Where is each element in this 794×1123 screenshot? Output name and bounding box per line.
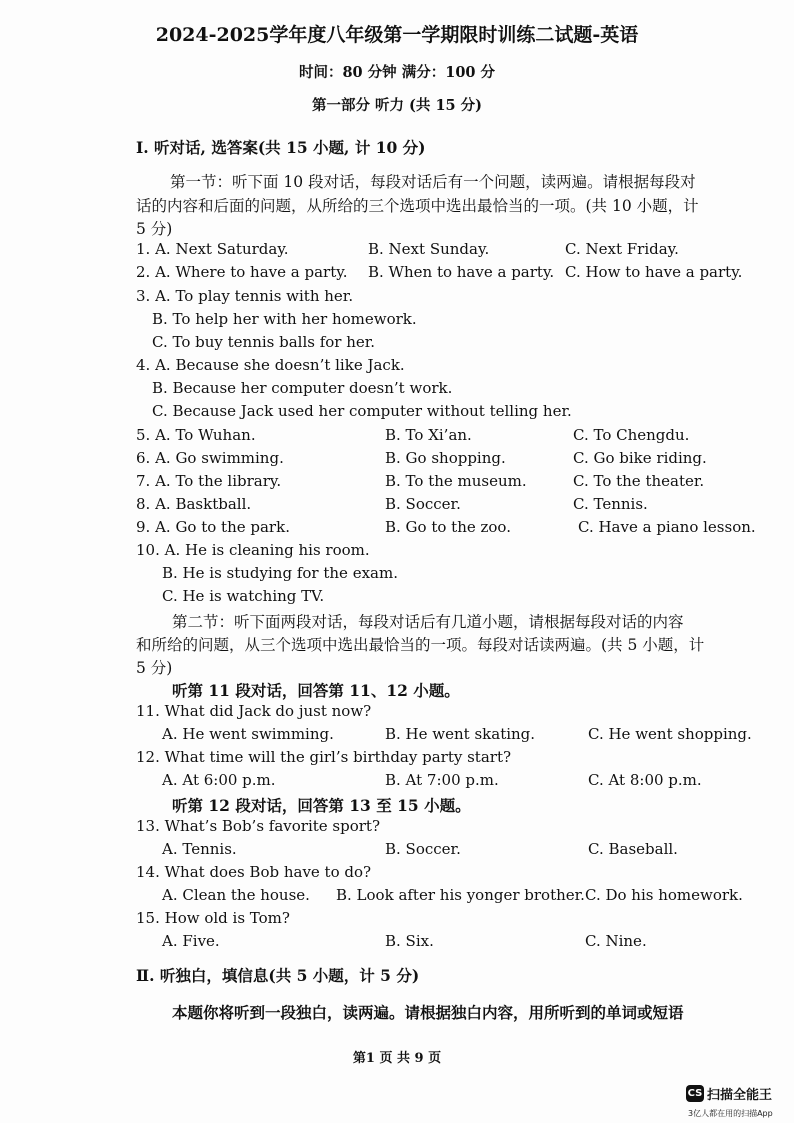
time-score-line: 时间：80 分钟 满分：100 分 bbox=[298, 64, 496, 81]
q10-option-c: C. He is watching TV. bbox=[162, 587, 325, 605]
section-1-part2-intro-line: 5 分) bbox=[136, 659, 173, 677]
q11-option-c: C. He went shopping. bbox=[588, 725, 752, 743]
q4-option-c: C. Because Jack used her computer without telling her. bbox=[152, 402, 572, 420]
q3-option-b: B. To help her with her homework. bbox=[152, 310, 417, 328]
page-title: 2024-2025学年度八年级第一学期限时训练二试题-英语 bbox=[155, 24, 639, 46]
q12-option-c: C. At 8:00 p.m. bbox=[588, 771, 702, 789]
watermark-name: 扫描全能王 bbox=[707, 1088, 773, 1103]
q5-option-c: C. To Chengdu. bbox=[573, 426, 690, 444]
q8-option-a: 8. A. Basktball. bbox=[136, 495, 252, 513]
q14-option-b: B. Look after his yonger brother. bbox=[336, 886, 585, 904]
q12-question: 12. What time will the girl’s birthday party start? bbox=[136, 748, 512, 766]
q1-option-a: 1. A. Next Saturday. bbox=[136, 240, 289, 258]
q13-option-a: A. Tennis. bbox=[162, 840, 237, 858]
q13-option-c: C. Baseball. bbox=[588, 840, 678, 858]
q4-option-a: 4. A. Because she doesn’t like Jack. bbox=[136, 356, 405, 374]
section-1-intro-line: 话的内容和后面的问题，从所给的三个选项中选出最恰当的一项。(共 10 小题，计 bbox=[136, 197, 699, 215]
q12-option-b: B. At 7:00 p.m. bbox=[385, 771, 499, 789]
section-1-part2-intro-line: 和所给的问题，从三个选项中选出最恰当的一项。每段对话读两遍。(共 5 小题，计 bbox=[136, 636, 705, 654]
q15-option-b: B. Six. bbox=[385, 932, 434, 950]
camscanner-logo-icon: CS bbox=[686, 1085, 704, 1102]
q14-question: 14. What does Bob have to do? bbox=[136, 863, 372, 881]
q13-question: 13. What’s Bob’s favorite sport? bbox=[136, 817, 381, 835]
q2-option-a: 2. A. Where to have a party. bbox=[136, 263, 348, 281]
q14-option-c: C. Do his homework. bbox=[585, 886, 743, 904]
q5-option-a: 5. A. To Wuhan. bbox=[136, 426, 256, 444]
dialogue-12-instruction: 听第 12 段对话，回答第 13 至 15 小题。 bbox=[172, 796, 471, 815]
q4-option-b: B. Because her computer doesn’t work. bbox=[152, 379, 453, 397]
section-2-heading: Ⅱ. 听独白，填信息(共 5 小题，计 5 分) bbox=[136, 966, 420, 985]
q11-option-b: B. He went skating. bbox=[385, 725, 536, 743]
q7-option-c: C. To the theater. bbox=[573, 472, 705, 490]
q11-option-a: A. He went swimming. bbox=[162, 725, 334, 743]
section-1-intro-line: 5 分) bbox=[136, 220, 173, 238]
q2-option-b: B. When to have a party. bbox=[368, 263, 555, 281]
q7-option-a: 7. A. To the library. bbox=[136, 472, 282, 490]
q12-option-a: A. At 6:00 p.m. bbox=[162, 771, 276, 789]
q3-option-c: C. To buy tennis balls for her. bbox=[152, 333, 376, 351]
q10-option-b: B. He is studying for the exam. bbox=[162, 564, 398, 582]
section-1-part2-intro-line: 第二节：听下面两段对话，每段对话后有几道小题，请根据每段对话的内容 bbox=[172, 613, 684, 631]
q10-option-a: 10. A. He is cleaning his room. bbox=[136, 541, 370, 559]
q5-option-b: B. To Xi’an. bbox=[385, 426, 472, 444]
q7-option-b: B. To the museum. bbox=[385, 472, 527, 490]
page-number: 第1 页 共 9 页 bbox=[352, 1051, 442, 1066]
q1-option-b: B. Next Sunday. bbox=[368, 240, 490, 258]
section-1-intro-line: 第一节：听下面 10 段对话，每段对话后有一个问题，读两遍。请根据每段对 bbox=[170, 173, 696, 191]
section-1-heading: Ⅰ. 听对话, 选答案(共 15 小题, 计 10 分) bbox=[136, 138, 426, 157]
q8-option-c: C. Tennis. bbox=[573, 495, 648, 513]
dialogue-11-instruction: 听第 11 段对话，回答第 11、12 小题。 bbox=[172, 681, 460, 700]
q9-option-b: B. Go to the zoo. bbox=[385, 518, 511, 536]
q6-option-a: 6. A. Go swimming. bbox=[136, 449, 284, 467]
q13-option-b: B. Soccer. bbox=[385, 840, 461, 858]
q3-option-a: 3. A. To play tennis with her. bbox=[136, 287, 354, 305]
q14-option-a: A. Clean the house. bbox=[162, 886, 310, 904]
part-one-heading: 第一部分 听力 (共 15 分) bbox=[311, 97, 483, 114]
q1-option-c: C. Next Friday. bbox=[565, 240, 679, 258]
q11-question: 11. What did Jack do just now? bbox=[136, 702, 372, 720]
q9-option-c: C. Have a piano lesson. bbox=[578, 518, 756, 536]
q6-option-c: C. Go bike riding. bbox=[573, 449, 707, 467]
watermark-tagline: 3亿人都在用的扫描App bbox=[688, 1109, 773, 1118]
q15-question: 15. How old is Tom? bbox=[136, 909, 290, 927]
q8-option-b: B. Soccer. bbox=[385, 495, 461, 513]
section-2-intro: 本题你将听到一段独白，读两遍。请根据独白内容，用所听到的单词或短语 bbox=[172, 1003, 684, 1022]
q2-option-c: C. How to have a party. bbox=[565, 263, 743, 281]
q6-option-b: B. Go shopping. bbox=[385, 449, 506, 467]
camscanner-watermark bbox=[686, 1083, 772, 1103]
q9-option-a: 9. A. Go to the park. bbox=[136, 518, 290, 536]
q15-option-c: C. Nine. bbox=[585, 932, 647, 950]
q15-option-a: A. Five. bbox=[162, 932, 220, 950]
